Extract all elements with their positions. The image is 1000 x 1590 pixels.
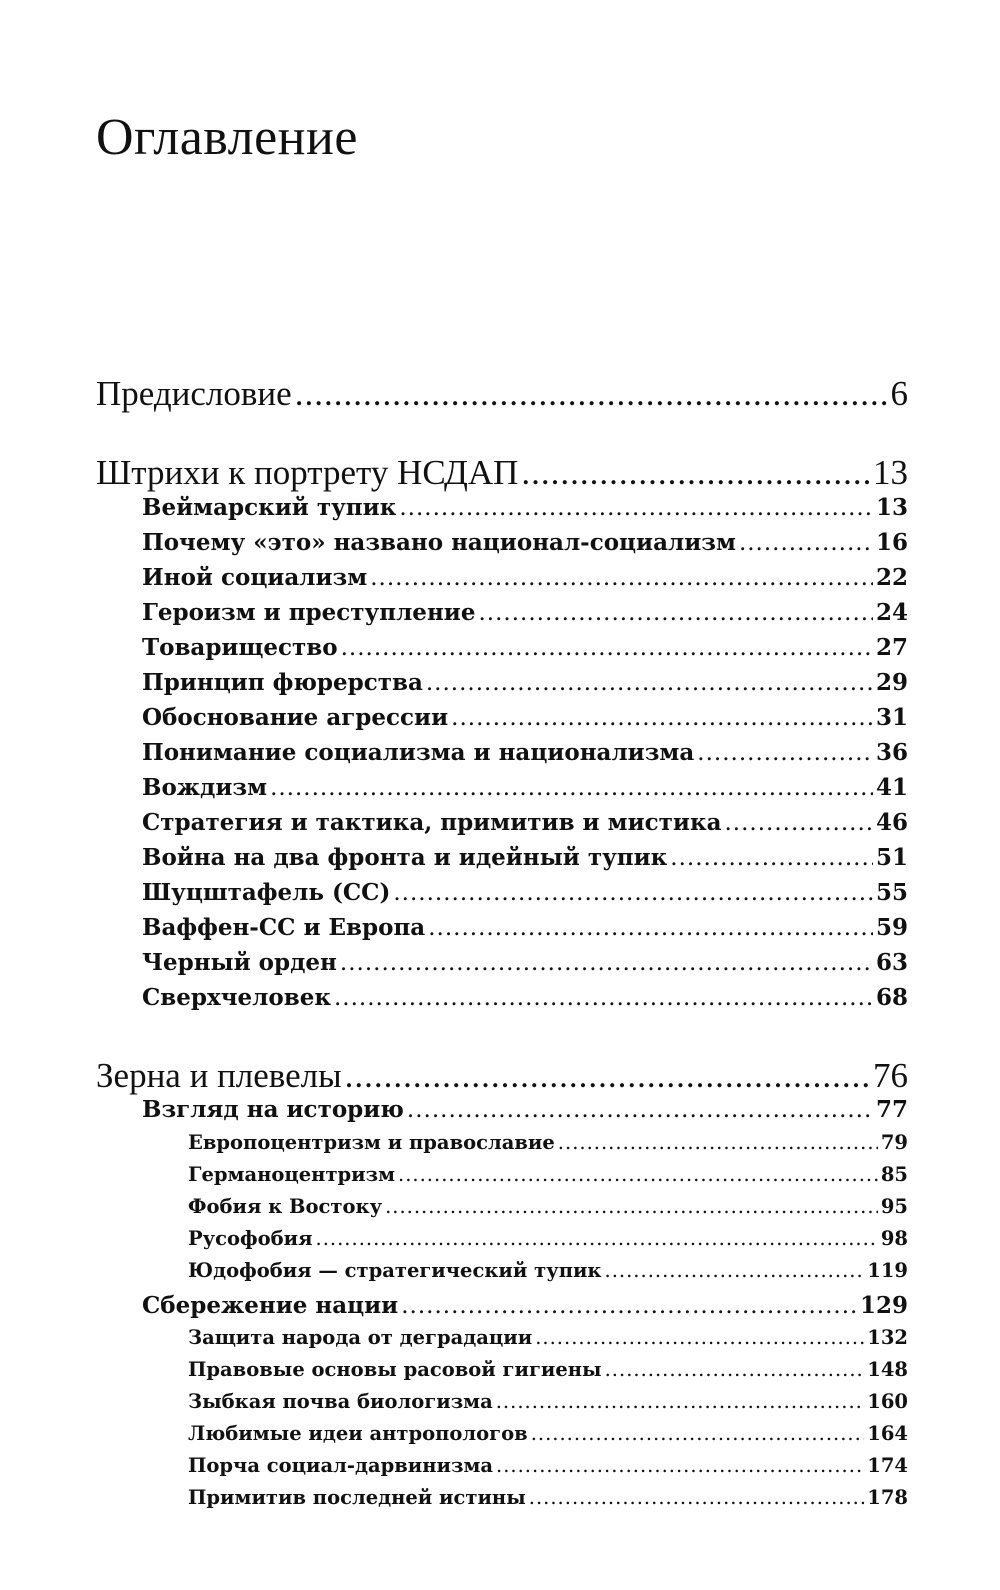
toc-entry-page: 148 bbox=[867, 1358, 908, 1381]
toc-entry-page: 16 bbox=[875, 529, 908, 556]
dot-leader bbox=[270, 775, 873, 801]
toc-entry-subsection bbox=[188, 1486, 908, 1509]
toc-entry-label: Русофобия bbox=[188, 1227, 313, 1250]
toc-entry-preface bbox=[96, 374, 908, 414]
toc-entry-label: Юдофобия — стратегический тупик bbox=[188, 1259, 602, 1282]
dot-leader bbox=[407, 1097, 873, 1123]
dot-leader bbox=[398, 1163, 878, 1186]
toc-entry-page: 46 bbox=[875, 809, 908, 836]
toc-entry-page: 24 bbox=[875, 599, 908, 626]
dot-leader bbox=[605, 1259, 865, 1282]
toc-entry-page: 95 bbox=[880, 1195, 908, 1218]
toc-entry-page: 13 bbox=[875, 494, 908, 521]
dot-leader bbox=[496, 1390, 865, 1413]
dot-leader bbox=[451, 705, 873, 731]
toc-entry-page: 36 bbox=[875, 739, 908, 766]
toc-entry-page: 63 bbox=[875, 949, 908, 976]
toc-entry-label: Веймарский тупик bbox=[142, 494, 397, 521]
toc-entry-section bbox=[142, 984, 908, 1011]
toc-entry-page: 55 bbox=[875, 879, 908, 906]
toc-entry-label: Зерна и плевелы bbox=[96, 1056, 342, 1095]
toc-entry-label: Шуцштафель (СС) bbox=[142, 879, 391, 906]
toc-entry-label: Штрихи к портрету НСДАП bbox=[96, 453, 519, 492]
toc-entry-label: Иной социализм bbox=[142, 564, 368, 591]
toc-entry-section bbox=[142, 634, 908, 661]
toc-entry-label: Сверхчеловек bbox=[142, 984, 331, 1011]
dot-leader bbox=[399, 495, 873, 521]
toc-entry-subsection bbox=[188, 1454, 908, 1477]
toc-entry-page: 41 bbox=[875, 774, 908, 801]
dot-leader bbox=[535, 1326, 864, 1349]
toc-entry-page: 27 bbox=[875, 634, 908, 661]
toc-entry-page: 68 bbox=[875, 984, 908, 1011]
toc-entry-section bbox=[142, 494, 908, 521]
dot-leader bbox=[428, 915, 873, 941]
toc-entry-page: 51 bbox=[875, 844, 908, 871]
toc-entry-subsection bbox=[188, 1131, 908, 1154]
toc-entry-page: 59 bbox=[875, 914, 908, 941]
toc-entry-section bbox=[142, 1096, 908, 1123]
dot-leader bbox=[341, 635, 873, 661]
toc-entry-subsection bbox=[188, 1422, 908, 1445]
toc-entry-label: Почему «это» названо национал-социализм bbox=[142, 529, 736, 556]
toc-entry-section bbox=[142, 564, 908, 591]
dot-leader bbox=[478, 600, 873, 626]
toc-entry-section bbox=[142, 774, 908, 801]
toc-entry-label: Правовые основы расовой гигиены bbox=[188, 1358, 602, 1381]
toc-entry-label: Товарищество bbox=[142, 634, 338, 661]
dot-leader bbox=[697, 740, 873, 766]
toc-entry-section bbox=[142, 704, 908, 731]
dot-leader bbox=[725, 810, 873, 836]
dot-leader bbox=[340, 950, 873, 976]
dot-leader bbox=[385, 1195, 878, 1218]
toc-entry-section bbox=[142, 599, 908, 626]
dot-leader bbox=[370, 565, 873, 591]
toc-entry-page: 164 bbox=[867, 1422, 908, 1445]
toc-entry-label: Защита народа от деградации bbox=[188, 1326, 533, 1349]
dot-leader bbox=[316, 1227, 878, 1250]
toc-entry-label: Любимые идеи антропологов bbox=[188, 1422, 528, 1445]
toc-entry-label: Обоснование агрессии bbox=[142, 704, 449, 731]
toc-entry-label: Принцип фюрерства bbox=[142, 669, 423, 696]
toc-entry-subsection bbox=[188, 1390, 908, 1413]
dot-leader bbox=[401, 1293, 857, 1319]
toc-entry-label: Ваффен-СС и Европа bbox=[142, 914, 426, 941]
toc-entry-chapter bbox=[96, 1056, 908, 1096]
toc-entry-label: Взгляд на историю bbox=[142, 1096, 404, 1123]
toc-entry-page: 174 bbox=[867, 1454, 908, 1477]
toc-entry-subsection bbox=[188, 1195, 908, 1218]
toc-entry-subsection bbox=[188, 1326, 908, 1349]
dot-leader bbox=[295, 374, 888, 414]
toc-entry-page: 178 bbox=[867, 1486, 908, 1509]
toc-entry-label: Вождизм bbox=[142, 774, 268, 801]
toc-entry-label: Предисловие bbox=[96, 374, 292, 413]
dot-leader bbox=[558, 1131, 878, 1154]
page-title: Оглавление bbox=[96, 109, 358, 166]
toc-entry-page: 29 bbox=[875, 669, 908, 696]
toc-entry-section bbox=[142, 949, 908, 976]
toc-entry-subsection bbox=[188, 1163, 908, 1186]
dot-leader bbox=[426, 670, 873, 696]
toc-entry-section bbox=[142, 809, 908, 836]
toc-entry-page: 77 bbox=[875, 1096, 908, 1123]
toc-entry-page: 160 bbox=[867, 1390, 908, 1413]
toc-entry-label: Героизм и преступление bbox=[142, 599, 476, 626]
toc-entry-subsection bbox=[188, 1259, 908, 1282]
toc-entry-label: Понимание социализма и национализма bbox=[142, 739, 695, 766]
toc-entry-label: Европоцентризм и православие bbox=[188, 1131, 555, 1154]
toc-entry-section bbox=[142, 669, 908, 696]
toc-entry-label: Стратегия и тактика, примитив и мистика bbox=[142, 809, 722, 836]
dot-leader bbox=[670, 845, 873, 871]
toc-entry-page: 79 bbox=[880, 1131, 908, 1154]
toc-entry-page: 119 bbox=[867, 1259, 908, 1282]
dot-leader bbox=[393, 880, 873, 906]
toc-entry-label: Фобия к Востоку bbox=[188, 1195, 383, 1218]
toc-entry-section bbox=[142, 844, 908, 871]
dot-leader bbox=[345, 1056, 870, 1096]
dot-leader bbox=[496, 1454, 864, 1477]
toc-entry-page: 31 bbox=[875, 704, 908, 731]
toc-entry-page: 132 bbox=[867, 1326, 908, 1349]
toc-entry-label: Черный орден bbox=[142, 949, 337, 976]
toc-entry-page: 129 bbox=[859, 1292, 908, 1319]
toc-entry-section bbox=[142, 739, 908, 766]
toc-entry-subsection bbox=[188, 1227, 908, 1250]
toc-entry-label: Зыбкая почва биологизма bbox=[188, 1390, 493, 1413]
dot-leader bbox=[531, 1422, 865, 1445]
toc-entry-label: Война на два фронта и идейный тупик bbox=[142, 844, 668, 871]
toc-entry-section bbox=[142, 1292, 908, 1319]
toc-entry-section bbox=[142, 914, 908, 941]
toc-entry-page: 76 bbox=[873, 1056, 908, 1095]
toc-entry-page: 13 bbox=[873, 453, 908, 492]
toc-entry-label: Германоцентризм bbox=[188, 1163, 396, 1186]
toc-entry-section bbox=[142, 529, 908, 556]
dot-leader bbox=[529, 1486, 865, 1509]
dot-leader bbox=[739, 530, 873, 556]
toc-entry-page: 6 bbox=[890, 374, 908, 413]
toc-entry-page: 85 bbox=[880, 1163, 908, 1186]
toc-entry-section bbox=[142, 879, 908, 906]
toc-entry-page: 98 bbox=[880, 1227, 908, 1250]
toc-entry-label: Сбережение нации bbox=[142, 1292, 399, 1319]
dot-leader bbox=[521, 453, 870, 493]
toc-entry-label: Примитив последней истины bbox=[188, 1486, 526, 1509]
dot-leader bbox=[334, 985, 873, 1011]
toc-entry-label: Порча социал-дарвинизма bbox=[188, 1454, 494, 1477]
toc-entry-subsection bbox=[188, 1358, 908, 1381]
toc-entry-chapter bbox=[96, 453, 908, 493]
toc-entry-page: 22 bbox=[875, 564, 908, 591]
dot-leader bbox=[605, 1358, 865, 1381]
